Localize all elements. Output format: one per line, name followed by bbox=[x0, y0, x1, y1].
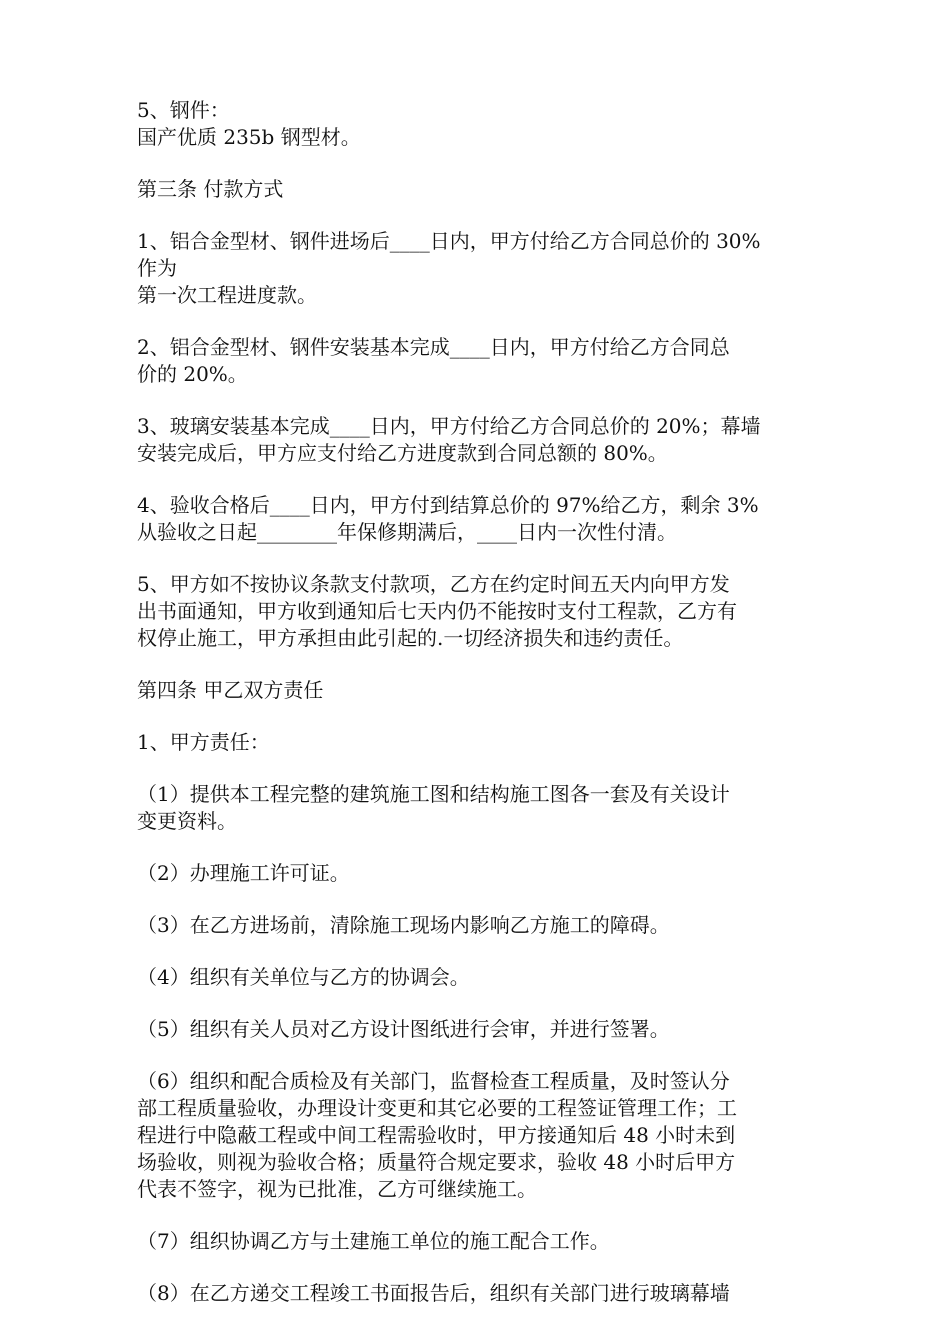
text-line: 第四条 甲乙双方责任 bbox=[137, 678, 324, 702]
paragraph bbox=[137, 860, 817, 887]
text-line: （5）组织有关人员对乙方设计图纸进行会审，并进行签署。 bbox=[137, 1017, 670, 1041]
text-line: （8）在乙方递交工程竣工书面报告后，组织有关部门进行玻璃幕墙 bbox=[137, 1281, 730, 1305]
text-line: 1、甲方责任： bbox=[137, 730, 270, 754]
text-line: 变更资料。 bbox=[137, 809, 237, 833]
text-line: 4、验收合格后____日内，甲方付到结算总价的 97%给乙方，剩余 3% bbox=[137, 493, 759, 517]
paragraph bbox=[137, 781, 817, 835]
text-line: 权停止施工，甲方承担由此引起的.一切经济损失和违约责任。 bbox=[137, 626, 684, 650]
text-line: 第三条 付款方式 bbox=[137, 177, 284, 201]
paragraph bbox=[137, 729, 817, 756]
text-line: （2）办理施工许可证。 bbox=[137, 861, 350, 885]
text-line: 场验收，则视为验收合格；质量符合规定要求，验收 48 小时后甲方 bbox=[137, 1150, 736, 1174]
text-line: 从验收之日起________年保修期满后，____日内一次性付清。 bbox=[137, 520, 677, 544]
text-line: 价的 20%。 bbox=[137, 362, 248, 386]
text-line: （7）组织协调乙方与土建施工单位的施工配合工作。 bbox=[137, 1229, 610, 1253]
text-line: 程进行中隐蔽工程或中间工程需验收时，甲方接通知后 48 小时未到 bbox=[137, 1123, 736, 1147]
text-line: （6）组织和配合质检及有关部门，监督检查工程质量，及时签认分 bbox=[137, 1069, 730, 1093]
text-line: 第一次工程进度款。 bbox=[137, 283, 317, 307]
text-line: 2、铝合金型材、钢件安装基本完成____日内，甲方付给乙方合同总 bbox=[137, 335, 730, 359]
paragraph bbox=[137, 176, 817, 203]
paragraph bbox=[137, 1016, 817, 1043]
text-line: 5、钢件： bbox=[137, 98, 230, 122]
paragraph bbox=[137, 97, 817, 151]
text-line: 3、玻璃安装基本完成____日内，甲方付给乙方合同总价的 20%；幕墙 bbox=[137, 414, 761, 438]
paragraph bbox=[137, 334, 817, 388]
paragraph bbox=[137, 1068, 817, 1203]
paragraph bbox=[137, 677, 817, 704]
text-line: 国产优质 235b 钢型材。 bbox=[137, 125, 361, 149]
paragraph bbox=[137, 571, 817, 652]
text-line: 安装完成后，甲方应支付给乙方进度款到合同总额的 80%。 bbox=[137, 441, 668, 465]
document-page bbox=[137, 97, 817, 1332]
paragraph bbox=[137, 1280, 817, 1307]
paragraph bbox=[137, 492, 817, 546]
paragraph bbox=[137, 1228, 817, 1255]
text-line: 作为 bbox=[137, 256, 177, 280]
text-line: 出书面通知，甲方收到通知后七天内仍不能按时支付工程款，乙方有 bbox=[137, 599, 737, 623]
text-line: 部工程质量验收，办理设计变更和其它必要的工程签证管理工作；工 bbox=[137, 1096, 737, 1120]
paragraph bbox=[137, 912, 817, 939]
text-line: （3）在乙方进场前，清除施工现场内影响乙方施工的障碍。 bbox=[137, 913, 670, 937]
paragraph bbox=[137, 964, 817, 991]
paragraph bbox=[137, 228, 817, 309]
text-line: （1）提供本工程完整的建筑施工图和结构施工图各一套及有关设计 bbox=[137, 782, 730, 806]
text-line: 1、铝合金型材、钢件进场后____日内，甲方付给乙方合同总价的 30% bbox=[137, 229, 761, 253]
text-line: 5、甲方如不按协议条款支付款项，乙方在约定时间五天内向甲方发 bbox=[137, 572, 730, 596]
text-line: （4）组织有关单位与乙方的协调会。 bbox=[137, 965, 470, 989]
text-line: 代表不签字，视为已批准，乙方可继续施工。 bbox=[137, 1177, 537, 1201]
paragraph bbox=[137, 413, 817, 467]
